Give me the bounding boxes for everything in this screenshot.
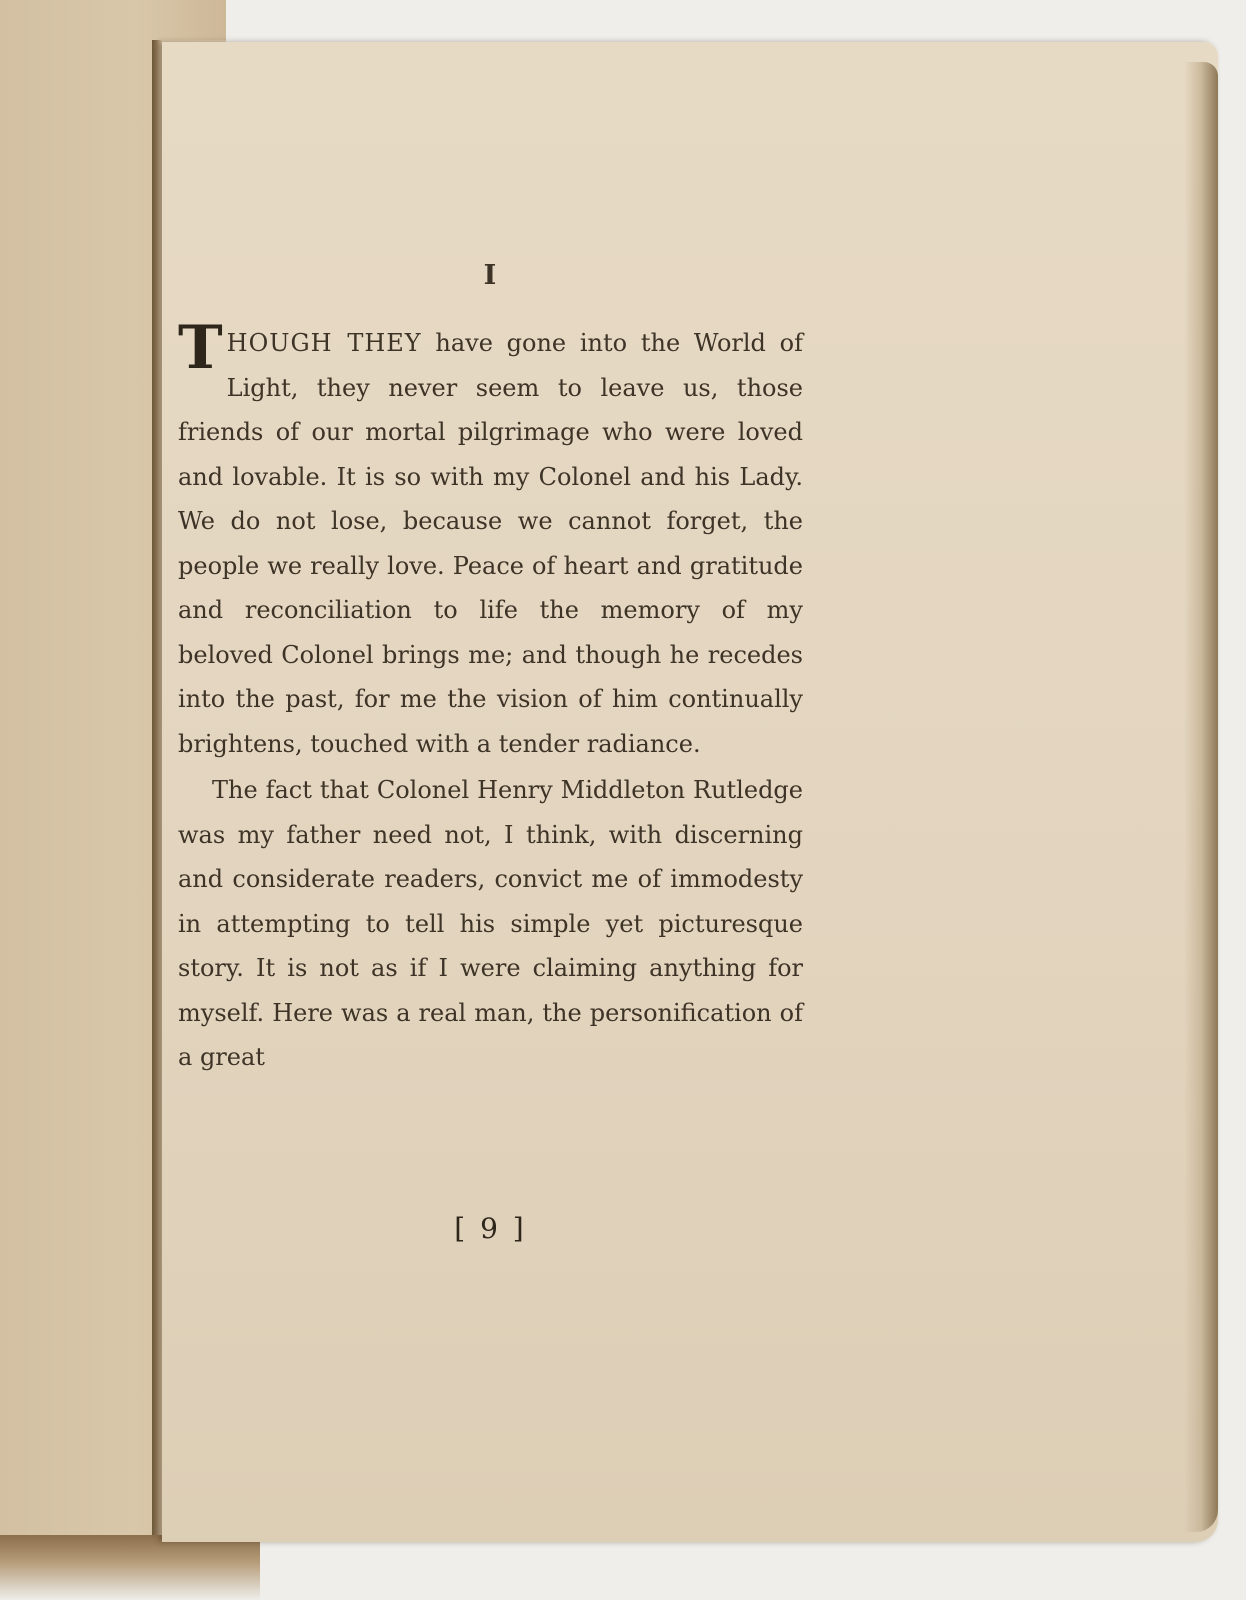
paragraph-1 bbox=[178, 313, 803, 766]
page-edge-shadow bbox=[1184, 62, 1218, 1532]
paragraph-2-text: The fact that Colonel Henry Middleton Rutledge was my father need not, I think, with discerning and considerate readers, convict me of immodesty in attempting to tell his simple yet picturesque story. It is not as if I were claiming anything for myself. Here was a real man, the personification of a great bbox=[178, 776, 803, 1071]
page-number: [ 9 ] bbox=[454, 1212, 527, 1245]
drop-cap: T bbox=[178, 313, 223, 383]
chapter-number: I bbox=[483, 260, 498, 291]
page-text bbox=[178, 260, 803, 1080]
paragraph-1-text: have gone into the World of Light, they never seem to leave us, those friends of our mortal pilgrimage who were loved and lovable. It is so with my Colonel and his Lady. We do not lose, because we cannot forget, the people we really love. Peace of heart and gratitude and reconciliation to life the memory of my beloved Colonel brings me; and though he recedes into the past, for me the vision of him continually brightens, touched with a tender radiance. bbox=[178, 329, 803, 758]
paragraph-2 bbox=[178, 768, 803, 1080]
lead-in-caps: HOUGH THEY bbox=[226, 329, 422, 357]
cover-edge bbox=[0, 1535, 260, 1600]
